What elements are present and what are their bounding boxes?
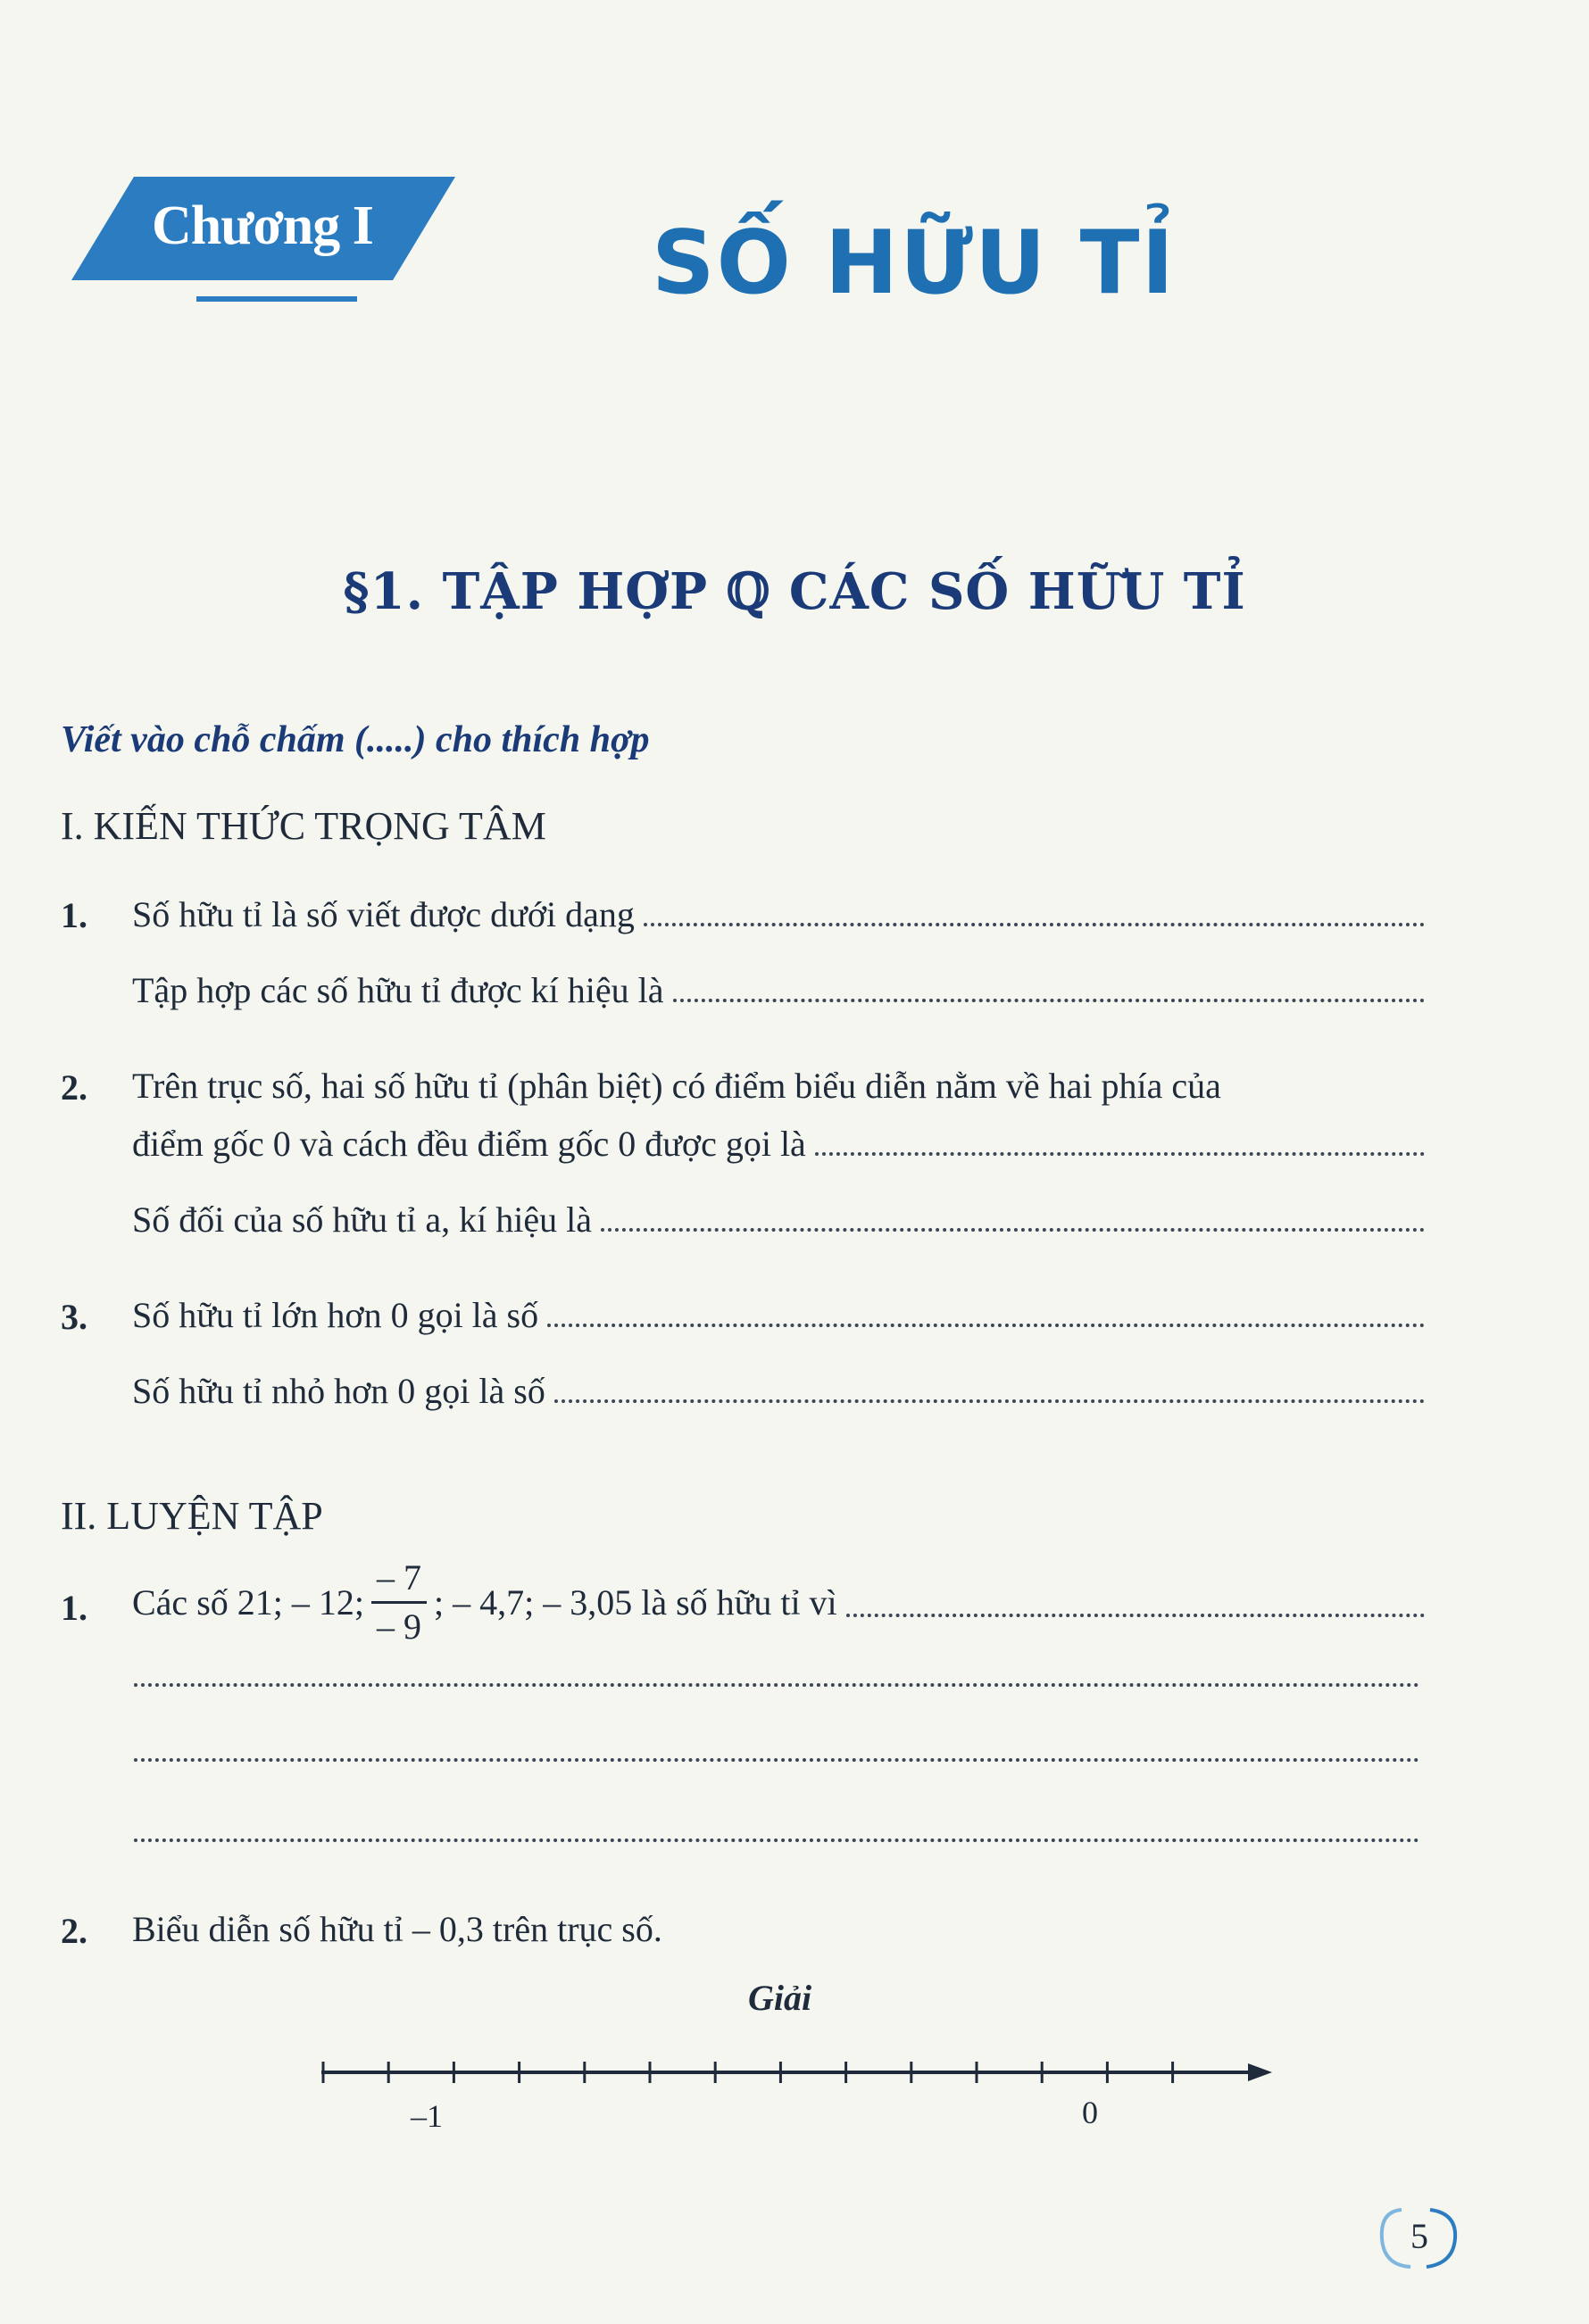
exercise-1-line xyxy=(132,1553,1425,1651)
item-text: Số hữu tỉ nhỏ hơn 0 gọi là số xyxy=(132,1371,545,1411)
fraction xyxy=(371,1556,427,1647)
number-line xyxy=(312,2044,1277,2151)
fill-line xyxy=(132,1367,1425,1412)
fill-line xyxy=(132,1196,1425,1241)
item-text: Số đối của số hữu tỉ a, kí hiệu là xyxy=(132,1199,592,1240)
part1-heading: I. KIẾN THỨC TRỌNG TÂM xyxy=(61,804,546,848)
blank-dots[interactable] xyxy=(846,1614,1425,1617)
fill-line xyxy=(132,1120,1425,1165)
page-number: 5 xyxy=(1410,2216,1428,2256)
exercise-number: 1. xyxy=(61,1588,87,1628)
axis-label-zero: 0 xyxy=(1082,2095,1098,2130)
exercise-text: ; – 4,7; – 3,05 là số hữu tỉ vì xyxy=(433,1581,837,1623)
chapter-title: SỐ HỮU TỈ xyxy=(652,212,1176,314)
fill-line xyxy=(132,1291,1425,1336)
blank-dots[interactable] xyxy=(554,1399,1425,1403)
item-text: Tập hợp các số hữu tỉ được kí hiệu là xyxy=(132,970,664,1010)
chapter-underline xyxy=(196,296,357,302)
answer-line[interactable] xyxy=(134,1838,1419,1842)
chapter-label: Chương I xyxy=(152,195,373,256)
item-number: 2. xyxy=(61,1067,87,1108)
blank-dots[interactable] xyxy=(601,1228,1425,1232)
instruction: Viết vào chỗ chấm (.....) cho thích hợp xyxy=(61,719,650,760)
exercise-text: Biểu diễn số hữu tỉ – 0,3 trên trục số. xyxy=(132,1909,662,1949)
item-text: Trên trục số, hai số hữu tỉ (phân biệt) có điểm biểu diễn nằm về hai phía của xyxy=(132,1066,1221,1106)
blank-dots[interactable] xyxy=(644,923,1425,926)
item-text: Số hữu tỉ là số viết được dưới dạng xyxy=(132,894,635,934)
blank-dots[interactable] xyxy=(673,999,1425,1002)
fraction-numerator: – 7 xyxy=(371,1560,427,1604)
axis-label-minus-one: –1 xyxy=(411,2098,443,2134)
item-number: 1. xyxy=(61,895,87,935)
text-line xyxy=(132,1062,1425,1107)
fill-line xyxy=(132,891,1425,935)
fraction-denominator: – 9 xyxy=(376,1606,421,1647)
axis-arrow-icon xyxy=(1248,2063,1272,2081)
exercise-2-line xyxy=(132,1905,1425,1950)
section-title: §1. TẬP HỢP ℚ CÁC SỐ HỮU TỈ xyxy=(343,562,1246,621)
exercise-number: 2. xyxy=(61,1911,87,1951)
blank-dots[interactable] xyxy=(547,1324,1425,1327)
answer-line[interactable] xyxy=(134,1758,1419,1762)
item-text: Số hữu tỉ lớn hơn 0 gọi là số xyxy=(132,1295,539,1335)
solution-label: Giải xyxy=(748,1978,812,2018)
item-number: 3. xyxy=(61,1297,87,1337)
exercise-text: Các số 21; – 12; xyxy=(132,1581,364,1623)
blank-dots[interactable] xyxy=(815,1152,1425,1156)
part2-heading: II. LUYỆN TẬP xyxy=(61,1494,323,1538)
item-text: điểm gốc 0 và cách đều điểm gốc 0 được gọi là xyxy=(132,1124,806,1164)
answer-line[interactable] xyxy=(134,1683,1419,1687)
fill-line xyxy=(132,967,1425,1011)
